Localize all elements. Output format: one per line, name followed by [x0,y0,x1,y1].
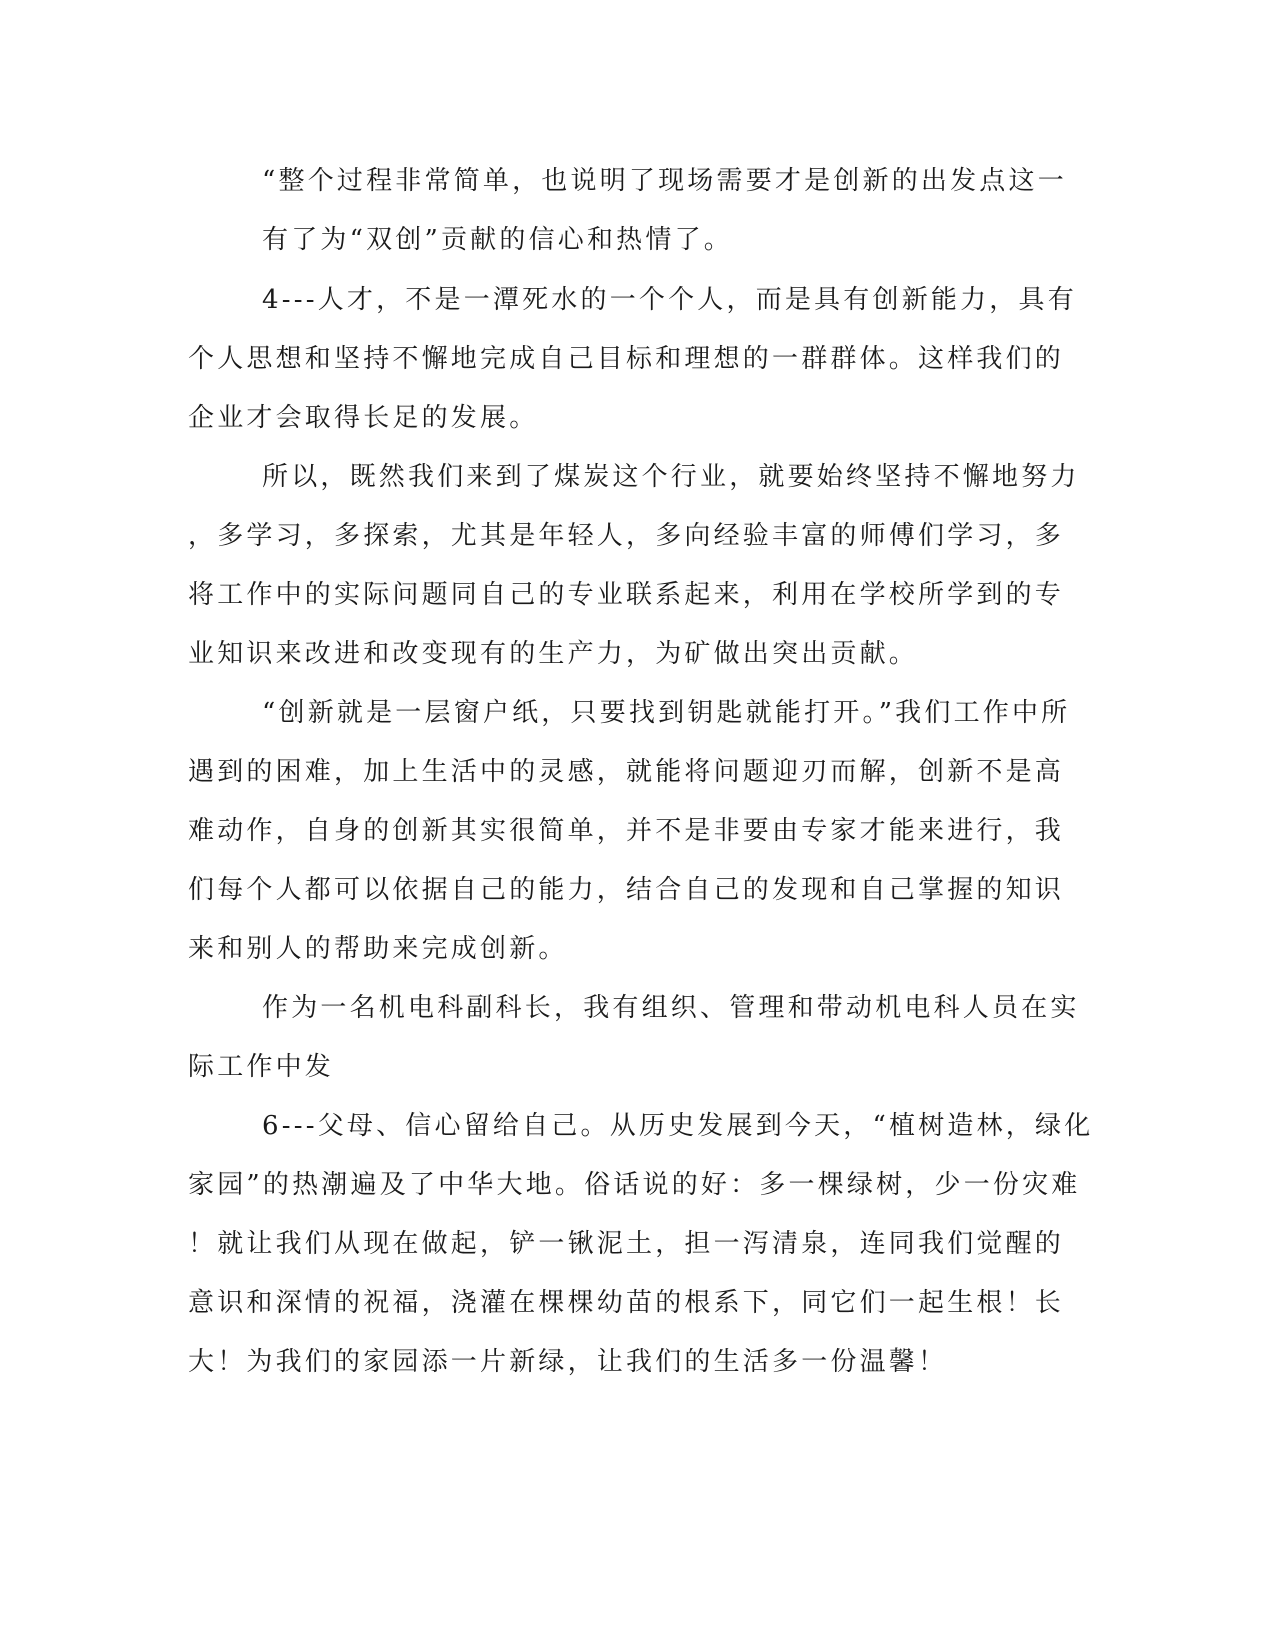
text-line: 业知识来改进和改变现有的生产力，为矿做出突出贡献。 [188,639,919,669]
text-line: 家园”的热潮遍及了中华大地。俗话说的好：多一棵绿树，少一份灾难 [188,1170,1081,1200]
text-line: 个人思想和坚持不懈地完成自己目标和理想的一群群体。这样我们的 [188,344,1065,374]
text-line: 难动作，自身的创新其实很简单，并不是非要由专家才能来进行，我 [188,816,1065,846]
text-line: 作为一名机电科副科长，我有组织、管理和带动机电科人员在实 [262,993,1080,1023]
text-line: 们每个人都可以依据自己的能力，结合自己的发现和自己掌握的知识 [188,875,1065,905]
text-line: “创新就是一层窗户纸，只要找到钥匙就能打开。”我们工作中所 [262,698,1071,728]
text-line: ！就让我们从现在做起，铲一锹泥土，担一泻清泉，连同我们觉醒的 [188,1229,1065,1259]
text-line: 企业才会取得长足的发展。 [188,403,539,433]
text-line: 6---父母、信心留给自己。从历史发展到今天，“植树造林，绿化 [262,1111,1094,1141]
text-line: 4---人才，不是一潭死水的一个个人，而是具有创新能力，具有 [262,285,1077,315]
text-line: 意识和深情的祝福，浇灌在棵棵幼苗的根系下，同它们一起生根！长 [188,1288,1065,1318]
text-line: 有了为“双创”贡献的信心和热情了。 [262,225,733,255]
text-line: 遇到的困难，加上生活中的灵感，就能将问题迎刃而解，创新不是高 [188,757,1065,787]
text-line: 际工作中发 [188,1052,335,1082]
text-line: 所以，既然我们来到了煤炭这个行业，就要始终坚持不懈地努力 [262,462,1080,492]
text-line: ，多学习，多探索，尤其是年轻人，多向经验丰富的师傅们学习，多 [188,521,1065,551]
text-line: 来和别人的帮助来完成创新。 [188,934,568,964]
text-line: “整个过程非常简单，也说明了现场需要才是创新的出发点这一 [262,166,1067,196]
text-line: 大！为我们的家园添一片新绿，让我们的生活多一份温馨！ [188,1347,948,1377]
text-line: 将工作中的实际问题同自己的专业联系起来，利用在学校所学到的专 [188,580,1065,610]
